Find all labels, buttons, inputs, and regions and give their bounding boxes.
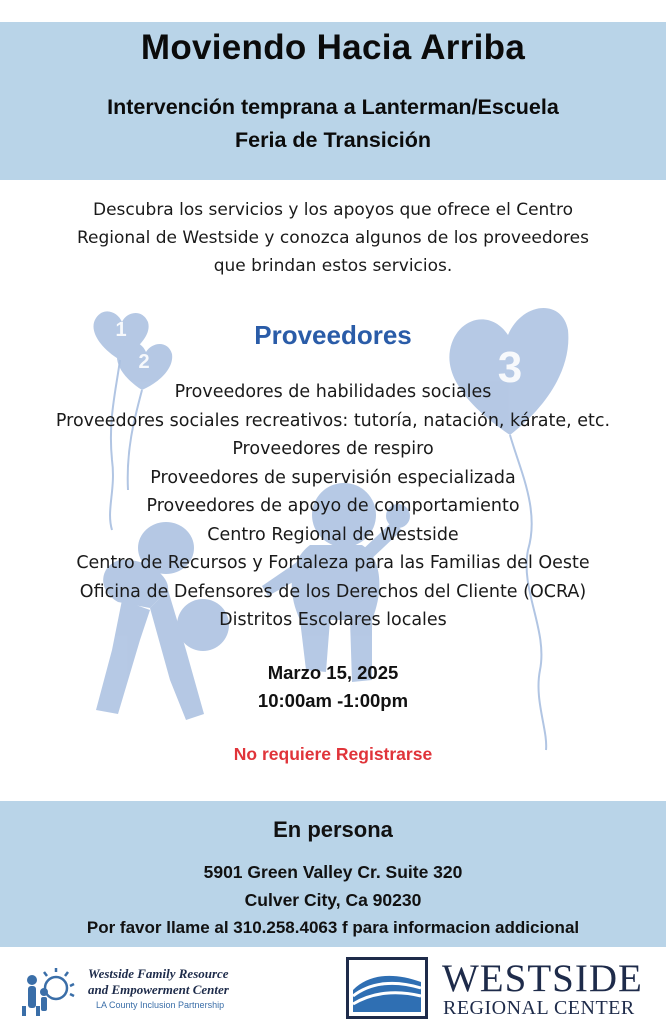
provider-item: Proveedores de respiro <box>232 439 434 459</box>
intro-paragraph <box>20 196 646 280</box>
address-line-2: Culver City, Ca 90230 <box>244 890 422 910</box>
provider-item: Proveedores de apoyo de comportamiento <box>146 496 520 516</box>
balloon-3-label: 3 <box>497 343 523 392</box>
provider-item: Oficina de Defensores de los Derechos del Cliente (OCRA) <box>79 581 587 602</box>
provider-item: Proveedores de supervisión especializada <box>150 467 516 488</box>
registration-note: No requiere Registrarse <box>233 744 433 764</box>
provider-item: Centro de Recursos y Fortaleza para las Familias del Oeste <box>76 553 590 573</box>
right-logo-subtitle: REGIONAL CENTER <box>443 997 635 1019</box>
provider-item: Proveedores de habilidades sociales <box>174 382 492 402</box>
intro-line-2: Regional de Westside y conozca algunos de los proveedores <box>77 228 589 248</box>
location-heading: En persona <box>273 817 393 842</box>
providers-list <box>0 378 666 635</box>
subtitle-line-2: Feria de Transición <box>235 128 431 152</box>
balloon-1-label: 1 <box>115 319 127 341</box>
provider-item: Distritos Escolares locales <box>219 610 447 630</box>
left-logo-line-3: LA County Inclusion Partnership <box>96 1000 225 1010</box>
westside-regional-center-logo <box>346 957 656 1021</box>
provider-item: Proveedores sociales recreativos: tutoría, natación, kárate, etc. <box>55 410 611 431</box>
balloon-2-label: 2 <box>138 351 150 373</box>
right-logo-name: WESTSIDE <box>442 957 643 1000</box>
provider-item: Centro Regional de Westside <box>207 524 459 545</box>
subtitle-line-1: Intervención temprana a Lanterman/Escuela <box>107 95 559 119</box>
providers-heading: Proveedores <box>254 320 412 350</box>
westside-family-resource-logo <box>16 960 276 1018</box>
event-date: Marzo 15, 2025 <box>267 662 399 683</box>
intro-line-1: Descubra los servicios y los apoyos que ofrece el Centro <box>93 200 573 220</box>
address-line-1: 5901 Green Valley Cr. Suite 320 <box>203 862 463 882</box>
page-subtitle <box>0 91 666 157</box>
left-logo-line-2: and Empowerment Center <box>88 982 229 997</box>
wave-square-icon <box>346 957 428 1019</box>
left-logo-line-1: Westside Family Resource <box>88 966 229 981</box>
intro-line-3: que brindan estos servicios. <box>213 256 453 276</box>
event-time: 10:00am -1:00pm <box>257 690 409 711</box>
contact-phone-line: Por favor llame al 310.258.4063 f para informacion addicional <box>86 918 580 937</box>
family-figures-sun-icon <box>16 962 84 1018</box>
page-title: Moviendo Hacia Arriba <box>140 28 526 67</box>
